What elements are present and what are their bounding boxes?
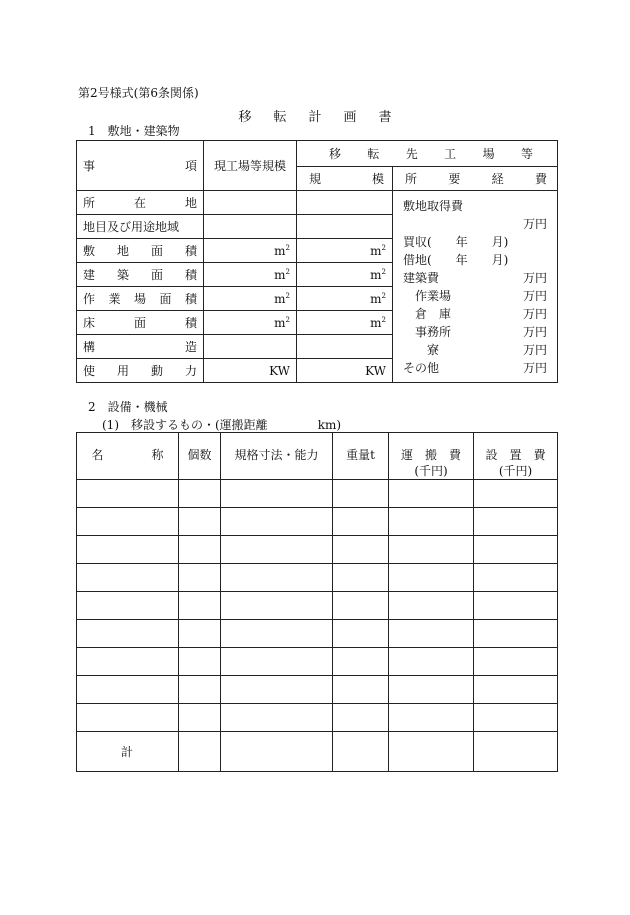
expense-unit: 万円	[522, 307, 547, 321]
equipment-cell[interactable]	[221, 480, 333, 508]
header-destination-char: 転	[367, 147, 380, 161]
table-row	[77, 676, 558, 704]
equipment-cell[interactable]	[389, 480, 474, 508]
expense-line	[403, 287, 547, 305]
row-label: 地目及び用途地域	[77, 215, 204, 239]
expense-cell[interactable]	[393, 191, 558, 383]
header-expense	[393, 167, 558, 191]
equipment-cell[interactable]	[389, 676, 474, 704]
row-label	[77, 191, 204, 215]
current-value-cell[interactable]	[204, 239, 297, 263]
equipment-cell[interactable]	[77, 592, 179, 620]
expense-label: 倉 庫	[415, 307, 452, 321]
form-number: 第2号様式(第6条関係)	[78, 86, 199, 100]
equipment-cell[interactable]	[179, 704, 221, 732]
expense-label: 敷地取得費	[403, 199, 464, 213]
equipment-cell[interactable]	[474, 564, 558, 592]
total-cell[interactable]	[389, 732, 474, 772]
row-label	[77, 335, 204, 359]
expense-line	[403, 251, 547, 269]
header-line1: 名 称	[91, 448, 164, 462]
row-label-char: 構	[83, 340, 96, 354]
header-scale	[297, 167, 393, 191]
expense-unit: 万円	[522, 271, 547, 285]
row-label-char: 使	[83, 364, 96, 378]
row-label-char: 在	[133, 196, 146, 210]
row-label-char: 面	[150, 244, 163, 258]
unit-label: KW	[269, 363, 290, 378]
header-expense-char: 所	[405, 172, 418, 186]
expense-line	[403, 269, 547, 287]
header-destination-char: 等	[520, 147, 533, 161]
equipment-table	[76, 432, 558, 772]
row-label-char: 面	[150, 268, 163, 282]
section2-title: 2 設備・機械	[88, 400, 168, 414]
header-item-char: 項	[184, 159, 197, 173]
expense-label: 買収( 年 月)	[403, 235, 509, 249]
row-label-char: 床	[83, 316, 96, 330]
table-row	[77, 480, 558, 508]
equipment-cell[interactable]	[389, 564, 474, 592]
equipment-cell[interactable]	[179, 620, 221, 648]
row-label-char: 所	[83, 196, 96, 210]
table-row	[77, 592, 558, 620]
row-label-char: 築	[116, 268, 129, 282]
equipment-cell[interactable]	[179, 536, 221, 564]
row-label-char: 敷	[83, 244, 96, 258]
header-line1: 設 置 費	[485, 448, 546, 462]
section1-title: 1 敷地・建築物	[88, 124, 180, 138]
row-label-char: 場	[133, 292, 146, 306]
equipment-cell[interactable]	[474, 648, 558, 676]
unit-label: $m^2$	[370, 267, 386, 282]
row-label-char: 地	[116, 244, 129, 258]
header-destination-char: 工	[444, 147, 457, 161]
destination-value-cell[interactable]	[297, 215, 393, 239]
table-row	[77, 564, 558, 592]
header-line1: 規格寸法・能力	[234, 448, 319, 462]
equipment-cell[interactable]	[221, 508, 333, 536]
row-label-char: 積	[184, 292, 197, 306]
destination-value-cell[interactable]	[297, 239, 393, 263]
row-label-char: 地	[184, 196, 197, 210]
expense-line	[403, 341, 547, 359]
table-row	[77, 191, 558, 215]
equipment-cell[interactable]	[221, 564, 333, 592]
unit-label: $m^2$	[370, 315, 386, 330]
header-item-char: 事	[83, 159, 96, 173]
equipment-header-cell	[333, 433, 389, 480]
equipment-cell[interactable]	[77, 564, 179, 592]
equipment-cell[interactable]	[474, 620, 558, 648]
equipment-header-cell	[179, 433, 221, 480]
equipment-cell[interactable]	[333, 620, 389, 648]
expense-unit: 万円	[522, 343, 547, 357]
current-value-cell[interactable]	[204, 287, 297, 311]
row-label-char: 面	[159, 292, 172, 306]
equipment-cell[interactable]	[179, 648, 221, 676]
table-row	[77, 620, 558, 648]
unit-label: $m^2$	[370, 243, 386, 258]
expense-line	[403, 233, 547, 251]
expense-label: 借地( 年 月)	[403, 253, 509, 267]
row-label	[77, 263, 204, 287]
row-label	[77, 311, 204, 335]
equipment-cell[interactable]	[179, 564, 221, 592]
expense-label: その他	[403, 361, 440, 375]
equipment-cell[interactable]	[333, 508, 389, 536]
unit-label: $m^2$	[370, 291, 386, 306]
equipment-header-cell	[389, 433, 474, 480]
equipment-cell[interactable]	[389, 592, 474, 620]
row-label-char: 動	[150, 364, 163, 378]
current-value-cell[interactable]	[204, 191, 297, 215]
row-label-char: 積	[184, 244, 197, 258]
expense-unit: 万円	[522, 217, 547, 231]
destination-value-cell[interactable]	[297, 335, 393, 359]
table-row	[77, 508, 558, 536]
equipment-cell[interactable]	[221, 592, 333, 620]
row-label-char: 力	[184, 364, 197, 378]
equipment-header-cell	[221, 433, 333, 480]
equipment-header-cell	[474, 433, 558, 480]
equipment-cell[interactable]	[389, 648, 474, 676]
header-expense-char: 要	[448, 172, 461, 186]
unit-label: $m^2$	[274, 315, 290, 330]
expense-unit: 万円	[522, 289, 547, 303]
row-label-char: 業	[108, 292, 121, 306]
expense-label: 建築費	[403, 271, 440, 285]
equipment-cell[interactable]	[221, 620, 333, 648]
header-line1: 重量t	[346, 448, 375, 462]
header-line1: 運 搬 費	[400, 448, 461, 462]
row-label	[77, 287, 204, 311]
row-label-char: 作	[83, 292, 96, 306]
expense-unit: 万円	[522, 325, 547, 339]
expense-line	[403, 197, 547, 215]
total-cell[interactable]	[474, 732, 558, 772]
current-value-cell[interactable]	[204, 215, 297, 239]
equipment-cell[interactable]	[389, 508, 474, 536]
equipment-cell[interactable]	[221, 648, 333, 676]
header-destination-char: 先	[405, 147, 418, 161]
total-cell[interactable]	[333, 732, 389, 772]
expense-label: 作業場	[415, 289, 452, 303]
destination-value-cell[interactable]	[297, 191, 393, 215]
equipment-header-cell	[77, 433, 179, 480]
header-line2: (千円)	[498, 464, 533, 478]
equipment-cell[interactable]	[77, 620, 179, 648]
destination-value-cell[interactable]	[297, 311, 393, 335]
equipment-cell[interactable]	[179, 676, 221, 704]
row-label-char: 建	[83, 268, 96, 282]
table-row	[77, 704, 558, 732]
equipment-cell[interactable]	[179, 592, 221, 620]
equipment-cell[interactable]	[221, 704, 333, 732]
equipment-cell[interactable]	[474, 480, 558, 508]
row-label-char: 面	[133, 316, 146, 330]
row-label-char: 積	[184, 268, 197, 282]
equipment-cell[interactable]	[474, 704, 558, 732]
header-line1: 個数	[187, 448, 212, 462]
expense-line	[403, 359, 547, 377]
unit-label: $m^2$	[274, 291, 290, 306]
row-label-char: 用	[116, 364, 129, 378]
equipment-cell[interactable]	[333, 704, 389, 732]
equipment-cell[interactable]	[77, 480, 179, 508]
row-label-char: 造	[184, 340, 197, 354]
expense-label: 寮	[427, 343, 440, 357]
destination-value-cell[interactable]	[297, 287, 393, 311]
header-line2: (千円)	[414, 464, 448, 478]
total-row	[77, 732, 558, 772]
unit-label: KW	[365, 363, 386, 378]
equipment-cell[interactable]	[333, 480, 389, 508]
row-label	[77, 359, 204, 383]
equipment-cell[interactable]	[389, 704, 474, 732]
equipment-cell[interactable]	[77, 704, 179, 732]
header-current-scale: 現工場等規模	[204, 141, 297, 191]
unit-label: $m^2$	[274, 267, 290, 282]
equipment-header-row	[77, 433, 558, 480]
equipment-cell[interactable]	[221, 536, 333, 564]
equipment-cell[interactable]	[179, 480, 221, 508]
table-row	[77, 648, 558, 676]
current-value-cell[interactable]	[204, 263, 297, 287]
header-expense-char: 費	[534, 172, 547, 186]
total-cell[interactable]	[179, 732, 221, 772]
site-building-table	[76, 140, 558, 383]
equipment-cell[interactable]	[389, 620, 474, 648]
current-value-cell[interactable]	[204, 311, 297, 335]
table-row	[77, 536, 558, 564]
header-expense-char: 経	[491, 172, 504, 186]
header-scale-char: 規	[309, 172, 322, 186]
header-destination-char: 場	[482, 147, 495, 161]
expense-line	[403, 305, 547, 323]
equipment-cell[interactable]	[77, 508, 179, 536]
equipment-cell[interactable]	[179, 508, 221, 536]
header-destination-char: 移	[329, 147, 342, 161]
current-value-cell[interactable]	[204, 335, 297, 359]
equipment-cell[interactable]	[333, 564, 389, 592]
equipment-cell[interactable]	[77, 676, 179, 704]
header-scale-char: 模	[371, 172, 384, 186]
destination-value-cell[interactable]	[297, 263, 393, 287]
equipment-cell[interactable]	[333, 592, 389, 620]
section2-subtitle: (1) 移設するもの・(運搬距離 km)	[102, 418, 342, 432]
equipment-cell[interactable]	[333, 536, 389, 564]
equipment-cell[interactable]	[474, 592, 558, 620]
unit-label: $m^2$	[274, 243, 290, 258]
equipment-cell[interactable]	[389, 536, 474, 564]
total-cell[interactable]	[221, 732, 333, 772]
equipment-cell[interactable]	[474, 676, 558, 704]
equipment-cell[interactable]	[221, 676, 333, 704]
equipment-cell[interactable]	[333, 648, 389, 676]
equipment-cell[interactable]	[77, 536, 179, 564]
expense-line	[403, 215, 547, 233]
equipment-cell[interactable]	[474, 508, 558, 536]
equipment-cell[interactable]	[333, 676, 389, 704]
current-value-cell[interactable]	[204, 359, 297, 383]
row-label	[77, 239, 204, 263]
row-label-char: 積	[184, 316, 197, 330]
header-item	[77, 141, 204, 191]
equipment-cell[interactable]	[77, 648, 179, 676]
header-destination	[297, 141, 558, 167]
expense-unit: 万円	[522, 361, 547, 375]
destination-value-cell[interactable]	[297, 359, 393, 383]
expense-line	[403, 323, 547, 341]
equipment-cell[interactable]	[474, 536, 558, 564]
document-title: 移転計画書	[238, 110, 414, 125]
expense-label: 事務所	[415, 325, 452, 339]
total-label: 計	[77, 732, 179, 772]
